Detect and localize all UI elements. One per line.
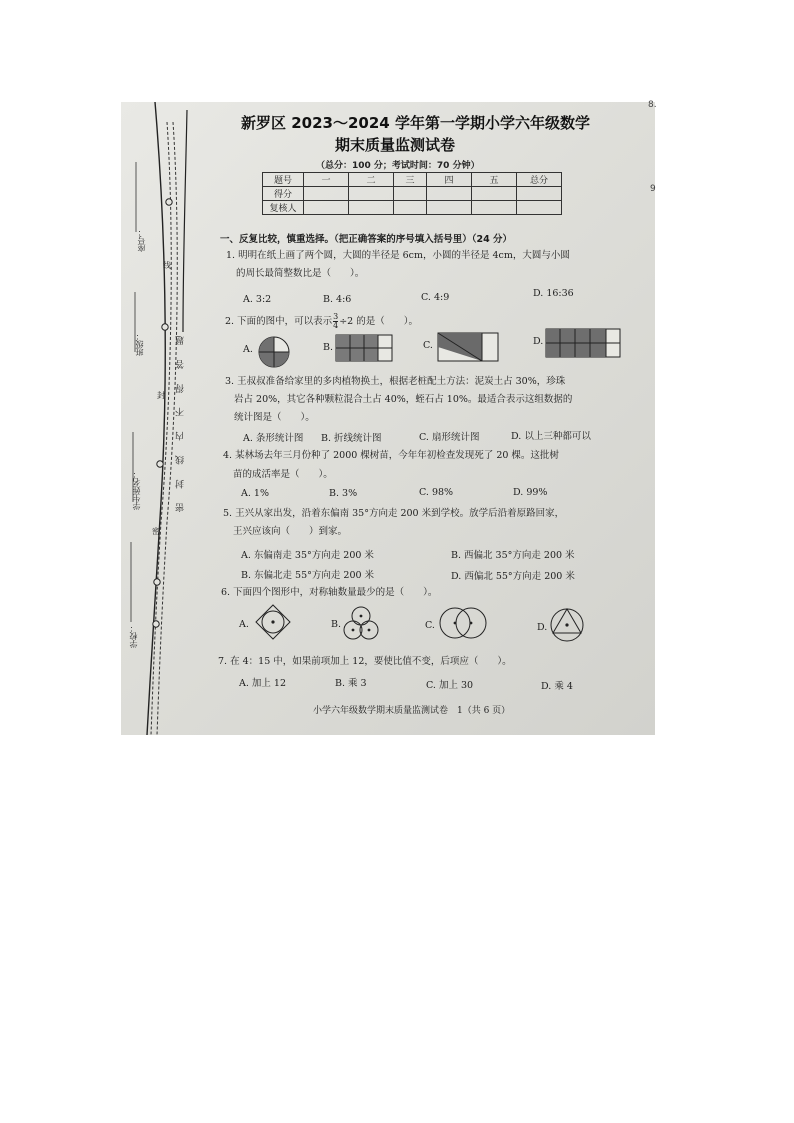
q3-option-b: B. 折线统计图 [321, 433, 382, 444]
q3-option-d: D. 以上三种都可以 [511, 431, 591, 442]
q6-option-b: B. [331, 619, 342, 630]
q6-option-a: A. [239, 619, 249, 630]
next-page-number: 9 [650, 184, 656, 194]
exam-photo [121, 102, 655, 735]
q7-line1: 7. 在 4：15 中，如果前项加上 12，要使比值不变，后项应（ ）。 [218, 656, 512, 667]
q5-option-b: B. 西偏北 35°方向走 200 米 [451, 550, 575, 561]
q5-line2: 王兴应该向（ ）到家。 [233, 526, 348, 537]
q6-figure-b [343, 605, 379, 641]
exam-title-line1: 新罗区 2023～2024 学年第一学期小学六年级数学 [241, 114, 590, 132]
student-name-label: 学生姓名： [132, 470, 141, 510]
review-row-label: 复核人 [263, 201, 304, 215]
score-col: 总分 [517, 173, 562, 187]
q3-option-c: C. 扇形统计图 [419, 432, 480, 443]
score-col: 题号 [263, 173, 304, 187]
score-col: 一 [304, 173, 349, 187]
q2-figure-b [335, 334, 393, 362]
q2-suffix: ÷2 的是（ ）。 [339, 316, 418, 327]
q2-option-a: A. [243, 344, 253, 355]
q1-line1: 1. 明明在纸上画了两个圆，大圆的半径是 6cm，小圆的半径是 4cm，大圆与小圆 [226, 250, 570, 261]
fraction-denominator: 4 [333, 321, 339, 330]
q1-option-b: B. 4:6 [323, 294, 352, 305]
q5-option-c: B. 东偏北走 55°方向走 200 米 [241, 570, 375, 581]
q2-stem [225, 313, 418, 331]
seat-label: 座号： [137, 228, 146, 252]
exam-meta: （总分：100 分；考试时间：70 分钟） [316, 161, 480, 171]
score-row-label: 得分 [263, 187, 304, 201]
review-row [263, 201, 562, 215]
q1-option-c: C. 4:9 [421, 292, 450, 303]
school-label: 学校： [129, 624, 138, 648]
q7-option-c: C. 加上 30 [426, 680, 474, 691]
q1-line2: 的周长最简整数比是（ ）。 [236, 268, 365, 279]
q4-option-b: B. 3% [329, 488, 358, 499]
q6-option-d: D. [537, 622, 548, 633]
q4-option-d: D. 99% [513, 487, 548, 498]
q5-option-a: A. 东偏南走 35°方向走 200 米 [241, 550, 374, 561]
q2-figure-d [545, 328, 621, 358]
q5-option-d: D. 西偏北 55°方向走 200 米 [451, 571, 575, 582]
class-label: 班级： [135, 332, 144, 356]
q6-figure-a [255, 604, 291, 640]
score-col: 四 [427, 173, 472, 187]
score-row [263, 187, 562, 201]
q2-figure-c [437, 332, 499, 362]
exam-title-line2: 期末质量监测试卷 [335, 136, 456, 154]
score-table [262, 172, 562, 215]
q2-prefix: 2. 下面的图中，可以表示 [225, 316, 333, 327]
fraction-numerator: 3 [333, 312, 339, 321]
section1-heading: 一、反复比较，慎重选择。（把正确答案的序号填入括号里）（24 分） [220, 234, 513, 245]
q1-option-a: A. 3:2 [243, 294, 272, 305]
next-page-number: 8. [648, 100, 657, 110]
q7-option-d: D. 乘 4 [541, 681, 573, 692]
score-col: 五 [472, 173, 517, 187]
score-col: 二 [349, 173, 394, 187]
q3-line3: 统计图是（ ）。 [234, 412, 315, 423]
q4-line1: 4. 某林场去年三月份种了 2000 棵树苗，今年年初检查发现死了 20 棵。这批树 [223, 450, 559, 461]
seal-notice: 密 封 线 内 不 得 答 题 [176, 330, 186, 513]
score-table-header [263, 173, 562, 187]
q7-option-b: B. 乘 3 [335, 678, 367, 689]
q4-line2: 苗的成活率是（ ）。 [233, 469, 333, 480]
q6-line1: 6. 下面四个图形中，对称轴数量最少的是（ ）。 [221, 587, 438, 598]
q4-option-c: C. 98% [419, 487, 454, 498]
page-footer: 小学六年级数学期末质量监测试卷 1（共 6 页） [313, 706, 511, 716]
secret-marker: 密 [152, 527, 160, 536]
q7-option-a: A. 加上 12 [239, 678, 287, 689]
q2-option-c: C. [423, 340, 433, 351]
q6-figure-c [437, 606, 489, 640]
q3-line1: 3. 王叔叔准备给家里的多肉植物换土，根据老桩配土方法：泥炭土占 30%，珍珠 [225, 376, 566, 387]
q1-option-d: D. 16:36 [533, 288, 574, 299]
q2-option-b: B. [323, 342, 334, 353]
seal-marker: 封 [157, 391, 165, 400]
score-col: 三 [394, 173, 427, 187]
q4-option-a: A. 1% [241, 488, 269, 499]
q3-line2: 岩占 20%，其它各种颗粒混合土占 40%，蛭石占 10%。最适合表示这组数据的 [234, 394, 573, 405]
q2-option-d: D. [533, 336, 544, 347]
q3-option-a: A. 条形统计图 [243, 433, 304, 444]
q6-figure-d [549, 607, 585, 643]
fraction [333, 313, 338, 330]
q2-figure-a [257, 335, 291, 369]
line-marker: 线 [163, 261, 171, 270]
q6-option-c: C. [425, 620, 435, 631]
q5-line1: 5. 王兴从家出发，沿着东偏南 35°方向走 200 米到学校。放学后沿着原路回家， [223, 508, 565, 519]
